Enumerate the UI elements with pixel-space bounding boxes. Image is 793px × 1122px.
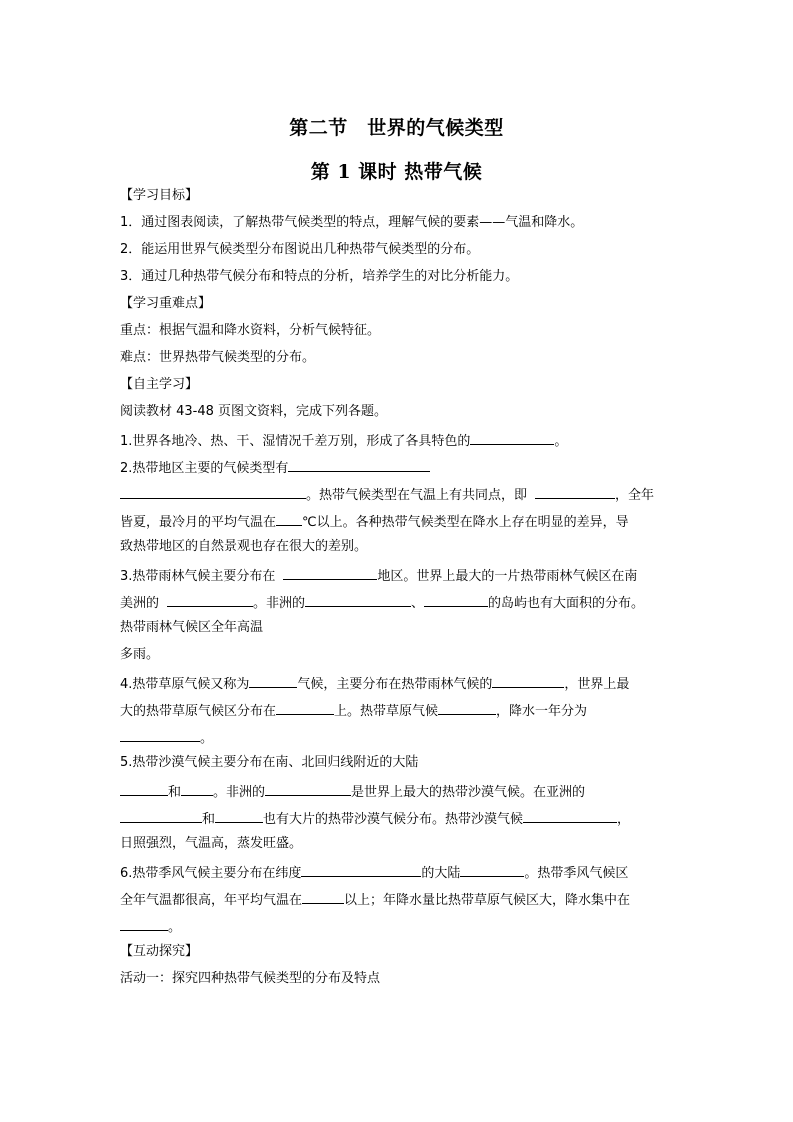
q4-text: 4.热带草原气候又称为	[120, 677, 250, 692]
q3-text: 、	[411, 596, 425, 611]
q5-text: 也有大片的热带沙漠气候分布。热带沙漠气候	[263, 812, 524, 827]
key-point: 重点：根据气温和降水资料，分析气候特征。	[120, 323, 381, 338]
q6-text: 。热带季风气候区	[524, 866, 629, 881]
question-6-line-1	[120, 862, 680, 883]
answer-blank[interactable]	[276, 700, 334, 715]
q4-text: ，世界上最	[564, 677, 630, 692]
question-3-line-2	[120, 592, 680, 613]
answer-blank[interactable]	[120, 916, 168, 931]
question-3-line-1	[120, 565, 680, 586]
q2-text: 。热带气候类型在气温上有共同点，即	[306, 488, 528, 503]
answer-blank[interactable]	[438, 700, 496, 715]
q6-text: 。	[168, 920, 182, 935]
q6-text: 全年气温都很高，年平均气温在	[120, 893, 303, 908]
q2-text: ℃以上。各种热带气候类型在降水上存在明显的差异，导	[302, 515, 629, 530]
answer-blank[interactable]	[302, 889, 344, 904]
q3-text: 的岛屿也有大面积的分布。	[488, 596, 645, 611]
answer-blank[interactable]	[424, 592, 488, 607]
answer-blank[interactable]	[305, 592, 411, 607]
question-4-line-2	[120, 700, 680, 721]
answer-blank[interactable]	[283, 565, 377, 580]
answer-blank[interactable]	[249, 673, 297, 688]
q2-text: 2.热带地区主要的气候类型有	[120, 461, 289, 476]
answer-blank[interactable]	[120, 727, 200, 742]
answer-blank[interactable]	[460, 862, 524, 877]
q3-text: 。非洲的	[253, 596, 306, 611]
q5-text: 是世界上最大的热带沙漠气候。在亚洲的	[351, 785, 586, 800]
goal-item: 2．能运用世界气候类型分布图说出几种热带气候类型的分布。	[120, 242, 480, 257]
question-5-line-1: 5.热带沙漠气候主要分布在南、北回归线附近的大陆	[120, 755, 419, 770]
answer-blank[interactable]	[265, 781, 351, 796]
question-3-line-3: 热带雨林气候区全年高温	[120, 620, 264, 635]
question-5-line-4: 日照强烈，气温高，蒸发旺盛。	[120, 836, 303, 851]
answer-blank[interactable]	[470, 430, 554, 445]
question-6-line-2	[120, 889, 680, 910]
goals-heading: 【学习目标】	[120, 188, 199, 203]
question-2-line-4: 致热带地区的自然景观也存在很大的差别。	[120, 539, 368, 554]
goal-item: 3．通过几种热带气候分布和特点的分析，培养学生的对比分析能力。	[120, 269, 519, 284]
goal-item: 1．通过图表阅读，了解热带气候类型的特点，理解气候的要素——气温和降水。	[120, 215, 584, 230]
q4-text: 。	[200, 731, 214, 746]
answer-blank[interactable]	[276, 511, 302, 526]
key-heading: 【学习重难点】	[120, 296, 212, 311]
q6-text: 6.热带季风气候主要分布在纬度	[120, 866, 302, 881]
q5-text: ，	[617, 812, 631, 827]
q5-text: 。非洲的	[213, 785, 266, 800]
q1-text-b: 。	[554, 434, 568, 449]
q4-text: ，降水一年分为	[496, 704, 588, 719]
answer-blank[interactable]	[120, 808, 202, 823]
q4-text: 气候，主要分布在热带雨林气候的	[297, 677, 493, 692]
answer-blank[interactable]	[181, 781, 213, 796]
q6-text: 以上；年降水量比热带草原气候区大，降水集中在	[344, 893, 631, 908]
answer-blank[interactable]	[167, 592, 253, 607]
q5-text: 和	[168, 785, 182, 800]
question-2-line-1	[120, 457, 680, 478]
q3-text: 3.热带雨林气候主要分布在	[120, 569, 276, 584]
question-4-line-3	[120, 727, 680, 748]
question-5-line-3	[120, 808, 680, 829]
question-3-line-4: 多雨。	[120, 647, 160, 662]
q2-text: 皆夏，最冷月的平均气温在	[120, 515, 277, 530]
question-1	[120, 430, 680, 451]
answer-blank[interactable]	[120, 781, 168, 796]
question-2-line-2	[120, 484, 680, 505]
answer-blank[interactable]	[120, 484, 306, 499]
answer-blank[interactable]	[301, 862, 421, 877]
question-6-line-3	[120, 916, 680, 937]
self-study-heading: 【自主学习】	[120, 377, 199, 392]
q6-text: 的大陆	[421, 866, 461, 881]
self-study-intro: 阅读教材 43-48 页图文资料，完成下列各题。	[120, 404, 388, 419]
q5-text: 和	[202, 812, 216, 827]
answer-blank[interactable]	[535, 484, 615, 499]
answer-blank[interactable]	[288, 457, 430, 472]
q4-text: 大的热带草原气候区分布在	[120, 704, 277, 719]
question-4-line-1	[120, 673, 680, 694]
answer-blank[interactable]	[523, 808, 617, 823]
explore-heading: 【互动探究】	[120, 944, 199, 959]
q2-text: ，全年	[615, 488, 655, 503]
question-2-line-3	[120, 511, 680, 532]
activity-1: 活动一：探究四种热带气候类型的分布及特点	[120, 971, 381, 986]
lesson-title: 第 1 课时 热带气候	[310, 161, 483, 183]
difficult-point: 难点：世界热带气候类型的分布。	[120, 350, 316, 365]
q3-text: 地区。世界上最大的一片热带雨林气候区在南	[377, 569, 638, 584]
section-title: 第二节 世界的气候类型	[289, 117, 504, 139]
q3-text: 美洲的	[120, 596, 160, 611]
q1-text-a: 1.世界各地冷、热、干、湿情况千差万别，形成了各具特色的	[120, 434, 471, 449]
answer-blank[interactable]	[492, 673, 564, 688]
q4-text: 上。热带草原气候	[334, 704, 439, 719]
answer-blank[interactable]	[215, 808, 263, 823]
question-5-line-2	[120, 781, 680, 802]
